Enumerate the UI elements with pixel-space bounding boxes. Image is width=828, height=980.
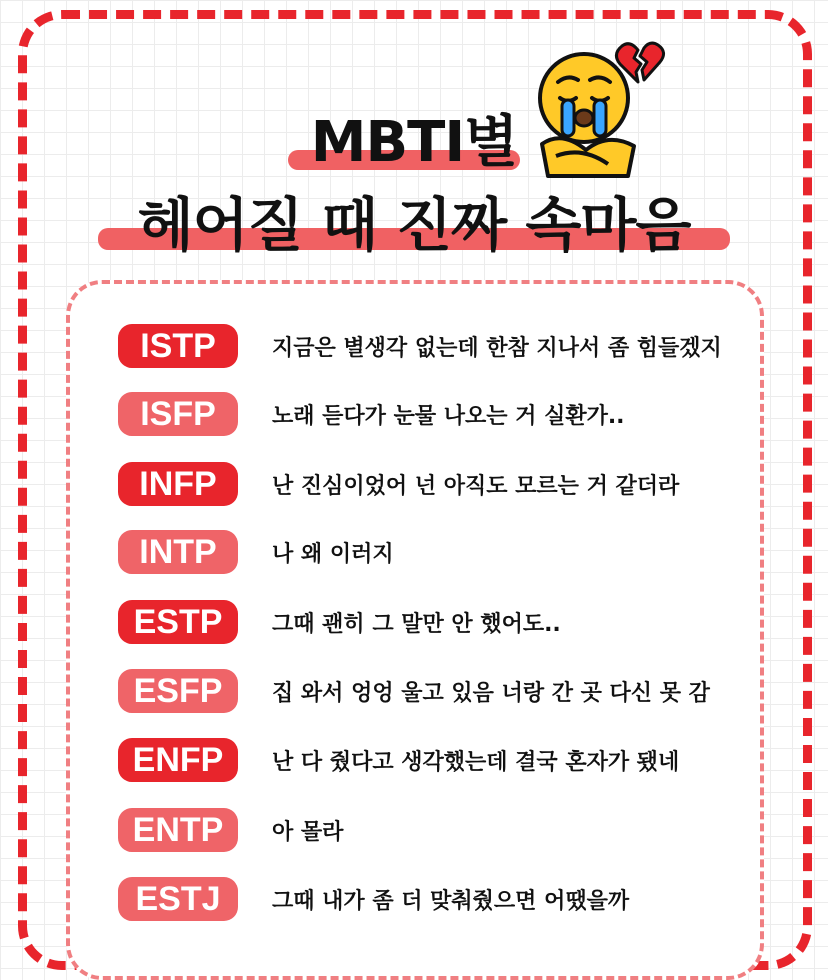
mbti-badge: ESTJ [118, 877, 238, 921]
list-item [118, 736, 679, 784]
mbti-badge: ISFP [118, 392, 238, 436]
item-text: 나 왜 이러지 [272, 541, 394, 567]
title-line-1: MBTI별 [310, 110, 518, 175]
list-item [118, 806, 343, 854]
item-text: 아 몰라 [272, 819, 344, 845]
mbti-badge: ENFP [118, 738, 238, 782]
mbti-badge: ISTP [118, 324, 238, 368]
title-line-2: 헤어질 때 진짜 속마음 [137, 191, 691, 259]
list-item [118, 528, 394, 576]
item-text: 난 진심이었어 넌 아직도 모르는 거 같더라 [272, 473, 680, 499]
mbti-badge: INFP [118, 462, 238, 506]
item-text: 난 다 줬다고 생각했는데 결국 혼자가 됐네 [272, 749, 680, 775]
item-text: 집 와서 엉엉 울고 있음 너랑 간 곳 다신 못 감 [272, 680, 710, 706]
list-item [118, 875, 629, 923]
mbti-badge: ESFP [118, 669, 238, 713]
mbti-badge: ESTP [118, 600, 238, 644]
item-text: 그때 괜히 그 말만 안 했어도.. [272, 611, 561, 637]
item-text: 지금은 별생각 없는데 한참 지나서 좀 힘들겠지 [272, 335, 722, 361]
broken-heart-icon [614, 40, 666, 88]
list-item [118, 667, 710, 715]
list-item [118, 598, 561, 646]
mbti-badge: ENTP [118, 808, 238, 852]
item-text: 그때 내가 좀 더 맞춰줬으면 어땠을까 [272, 888, 630, 914]
item-text: 노래 듣다가 눈물 나오는 거 실환가.. [272, 403, 625, 429]
list-item [118, 322, 722, 370]
list-item [118, 390, 625, 438]
mbti-badge: INTP [118, 530, 238, 574]
list-item [118, 460, 679, 508]
